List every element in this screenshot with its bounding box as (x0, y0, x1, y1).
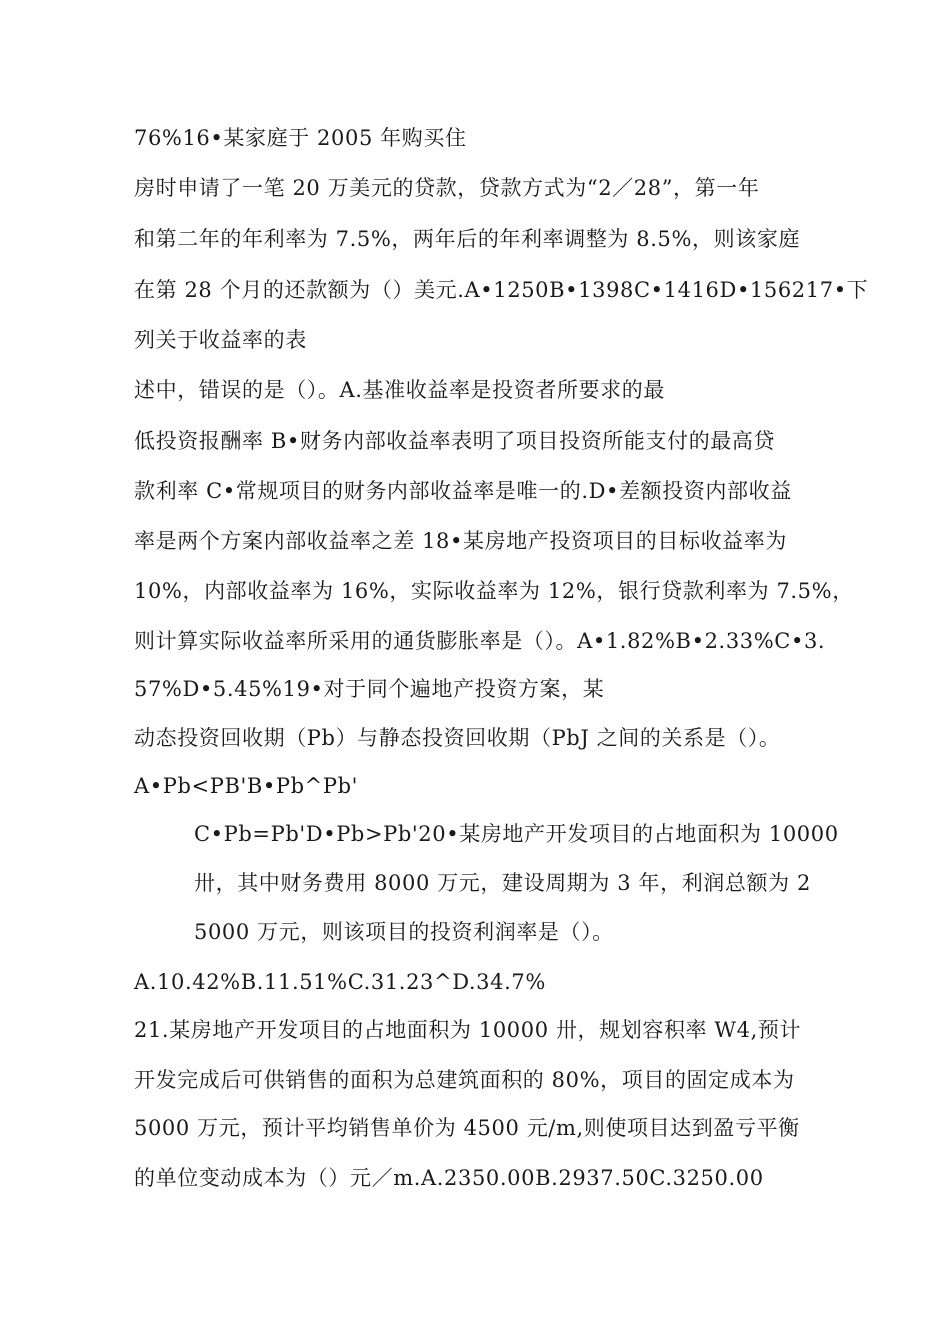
text-line-3: 和第二年的年利率为 7.5%，两年后的年利率调整为 8.5%，则该家庭 (134, 227, 801, 251)
text-line-9: 率是两个方案内部收益率之差 18•某房地产投资项目的目标收益率为 (134, 529, 787, 553)
text-line-20: 开发完成后可供销售的面积为总建筑面积的 80%，项目的固定成本为 (134, 1068, 795, 1092)
text-line-11: 则计算实际收益率所采用的通货膨胀率是（）。A•1.82%B•2.33%C•3. (134, 629, 826, 653)
text-line-8: 款利率 C•常规项目的财务内部收益率是唯一的.D•差额投资内部收益 (134, 479, 792, 503)
text-line-18: A.10.42%B.11.51%C.31.23^D.34.7% (134, 970, 546, 994)
text-line-16: 卅，其中财务费用 8000 万元，建设周期为 3 年，利润总额为 2 (194, 871, 811, 895)
text-line-12: 57%D•5.45%19•对于同个遍地产投资方案，某 (134, 677, 605, 701)
text-line-13: 动态投资回收期（Pb）与静态投资回收期（PbJ 之间的关系是（）。 (134, 726, 781, 750)
text-line-21: 5000 万元，预计平均销售单价为 4500 元/m,则使项目达到盈亏平衡 (134, 1116, 800, 1140)
text-line-5: 列关于收益率的表 (134, 328, 307, 352)
text-line-7: 低投资报酬率 B•财务内部收益率表明了项目投资所能支付的最高贷 (134, 429, 776, 453)
text-line-14: A•Pb<PB'B•Pb^Pb' (134, 774, 358, 798)
text-line-19: 21.某房地产开发项目的占地面积为 10000 卅，规划容积率 W4,预计 (134, 1018, 802, 1042)
text-line-6: 述中，错误的是（）。A.基准收益率是投资者所要求的最 (134, 378, 665, 402)
text-line-22: 的单位变动成本为（）元／m.A.2350.00B.2937.50C.3250.00 (134, 1166, 764, 1190)
text-line-2: 房时申请了一笔 20 万美元的贷款，贷款方式为“2／28”，第一年 (134, 176, 760, 200)
text-line-10: 10%，内部收益率为 16%，实际收益率为 12%，银行贷款利率为 7.5%， (134, 579, 854, 603)
text-line-1: 76%16•某家庭于 2005 年购买住 (134, 126, 467, 150)
text-line-15: C•Pb=Pb'D•Pb>Pb'20•某房地产开发项目的占地面积为 10000 (194, 822, 839, 846)
text-line-4: 在第 28 个月的还款额为（）美元.A•1250B•1398C•1416D•156217•下 (134, 278, 869, 302)
text-line-17: 5000 万元，则该项目的投资利润率是（）。 (194, 920, 614, 944)
